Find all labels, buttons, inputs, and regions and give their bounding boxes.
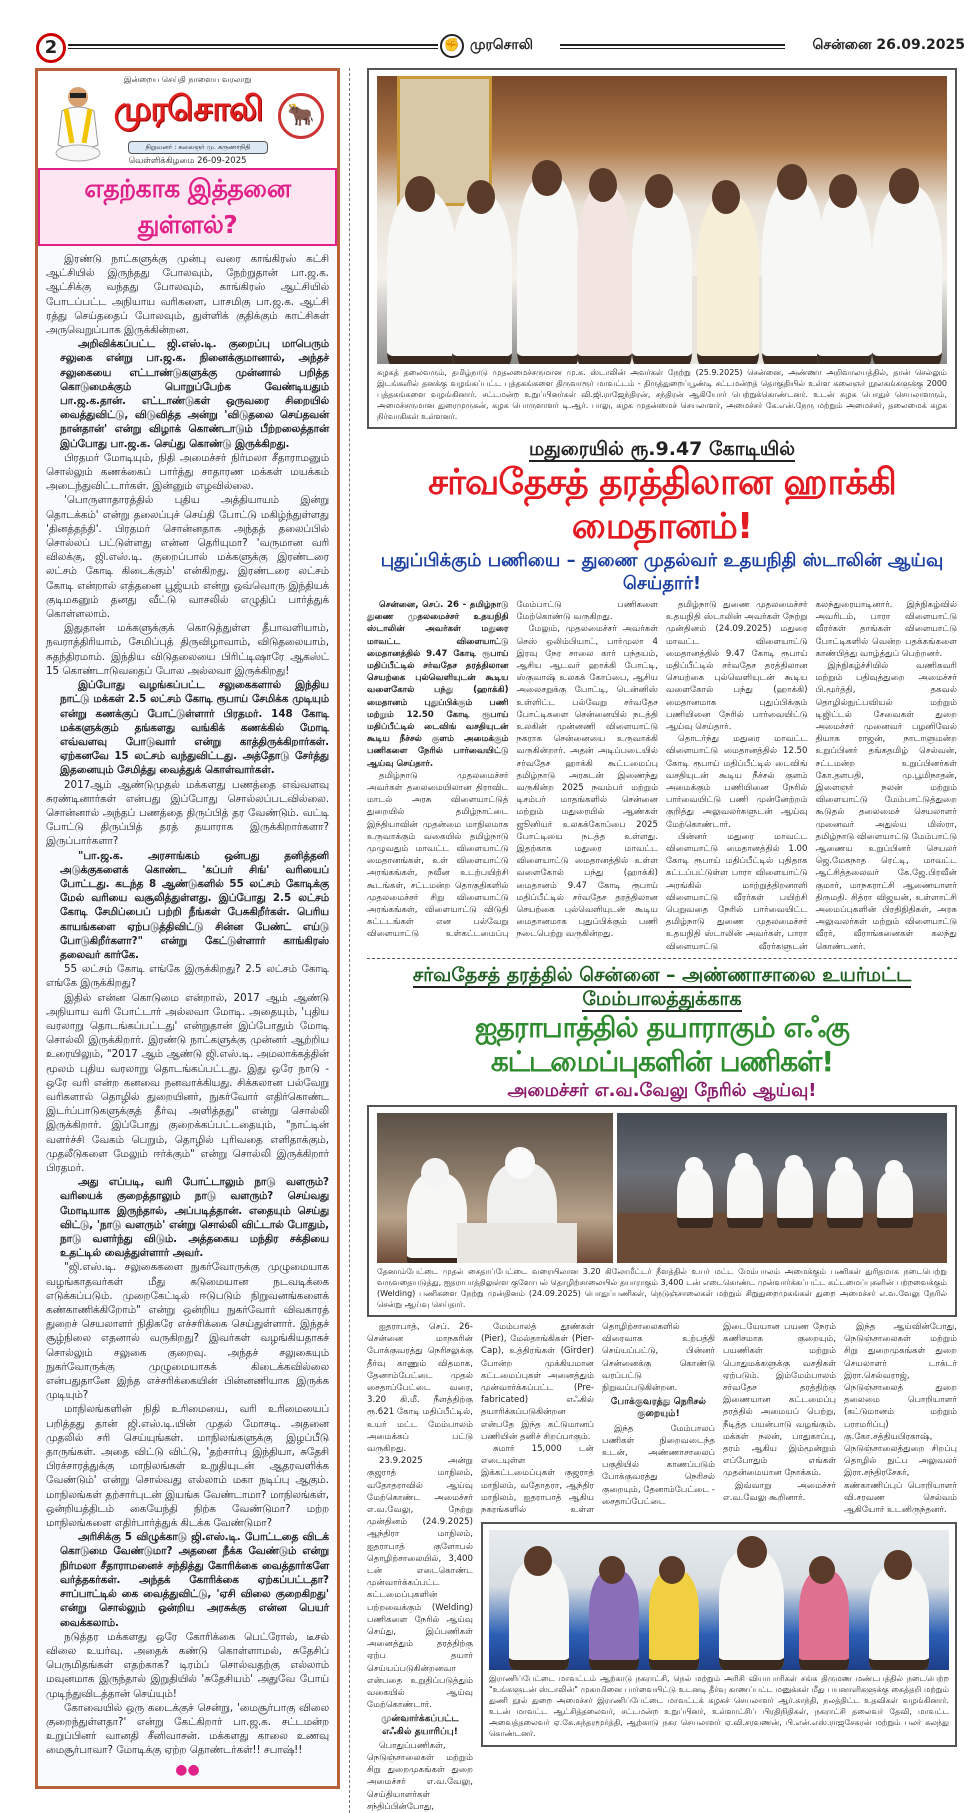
founder-label: நிறுவனர் : கலைஞர் மு. கருணாநிதி — [128, 141, 268, 154]
paragraph: இதுதான் மக்களுக்குக் கொடுத்துள்ள தீபாவளியாம், நவராத்திரியாம், சேமிப்புத் திருவிழாவாம், விடுதலையாம், சுதந்திரமாம். இந்திய விடுதலையை பிரிட்டிஷாரே ஆகஸ்ட் 15 கொண்டாடுவதைப் போல அல்லவா இருக்கிறது! — [46, 622, 329, 677]
paragraph: "பா.ஜ.க. அரசாங்கம் ஒன்பது தனித்தனி அடுக்குகளைக் கொண்ட 'கப்பர் சிங்' வரியைப் போட்டது. கடந்த 8 ஆண்டுகளில் 55 லட்சம் கோடிக்கு மேல் வரியை வசூலித்துள்ளது. இப்போது 2.5 லட்சம் கோடி சேமிப்பைப் பற்றி நீங்கள் பேசுகிறீர்கள். பெரிய காயங்களை ஏற்படுத்திவிட்டு சின்ன பேண்ட் எய்டு போடுகிறீர்களா?" என்று கேட்டுள்ளார் காங்கிரஸ் தலைவர் கார்கே. — [60, 849, 329, 961]
story2-photo-caption: தேனாம்பேட்டை முதல் சைதாப்பேட்டை வரையிலான 3.20 கிலோமீட்டர் நீளத்தில் உயர் மட்ட மேம்பாலம் அமைக்கும் பணிகள் துரிதமாக நடைபெற்று வருவதையடுத்து, ஐதராபாத்திலுள்ள குளோபல் தொழிற்சாலையில் தயாராகும் 3,400 டன் எடைகொண்ட முன்வார்க்கப்பட்ட கட்டமைப்புகளின் பற்றவைக்கும் (Welding) பணிகளை நேற்று முன்தினம் (24.09.2025) பொதுப்பணிகள், நெடுஞ்சாலைகள் மற்றும் சிறுதுறைமுகங்கள் துறை அமைச்சர் எ.வ.வேலு நேரில் சென்று ஆய்வு செய்தார். — [377, 1266, 947, 1309]
paragraph: 55 லட்சம் கோடி எங்கே இருக்கிறது? 2.5 லட்சம் கோடி எங்கே இருக்கிறது? — [46, 963, 329, 990]
story1-kicker-text: மதுரையில் ரூ.9.47 கோடியில் — [529, 438, 795, 460]
story2-body — [367, 1321, 957, 1813]
paragraph: அறிவிக்கப்பட்ட ஜி.எஸ்.டி. குறைப்பு மாபெரும் சலுகை என்று பா.ஜ.க. நினைக்குமானால், அந்தச் சலுகையை எட்டாண்டுகளுக்கு முன்னால் பறித்த கொடுமைக்கும் பொறுப்பேற்க வேண்டியதும் பா.ஜ.க.தான். எட்டாண்டுகள் ஒருவரை சிறையில் வைத்துவிட்டு, விடுவித்த அன்று 'விடுதலை செய்தவன் நான்தான்' என்று விழாக் கொண்டாடும் பீற்றலைத்தான் இப்போது பா.ஜ.க. செய்து கொண்டு இருக்கிறது. — [60, 338, 329, 450]
paragraph: சுமார் 15,000 டன் எடையுள்ள இக்கட்டமைப்புகள் குஜராத் மாநிலம், வதோதரா, ஆந்திர மாநிலம், ஐதராபாத் ஆகிய நகரங்களில் உள்ள தொழிற்சாலைகளில் விரைவாக உற்பத்தி செய்யப்பட்டு, பின்னர் சென்னைக்கு கொண்டு வரப்பட்டு நிறுவப்படுகின்றன. — [481, 1321, 715, 1515]
story2-photo-right — [617, 1113, 947, 1263]
subheading: போக்குவரத்து நெரிசல் குறையும்! — [610, 1396, 707, 1420]
paragraph: தமிழ்நாடு துணை முதலமைச்சர் உதயநிதி ஸ்டாலின் அவர்கள் நேற்று முன்தினம் (24.09.2025) மதுரை மாவட்ட விளையாட்டு மைதானத்தில் 9.47 கோடி ரூபாய் மதிப்பீட்டில் சர்வதேச தரத்திலான செயற்கை புல்வெளியுடன் கூடிய வளைகோல் பந்து (ஹாக்கி) மைதானமாக புதுப்பிக்கும் பணியினை நேரில் பார்வையிட்டு ஆய்வு செய்தார். — [666, 600, 808, 733]
paragraph: கோவையில் ஒரு கடைக்குச் சென்று, 'மைசூர்பாகு விலை குறைந்துள்ளதா?' என்று கேட்கிறார் பா.ஜ.க. சட்டமன்ற உறுப்பினர் வானதி சீனிவாசன். மக்களது காலை உணவு மைசூர்பாவா? மோடிக்கு ஏற்ற தொண்டர்கள்!! சபாஷ்!! — [46, 1701, 329, 1757]
story2-headline: ஐதராபாத்தில் தயாராகும் எஃகு கட்டமைப்புகளின் பணிகள்! — [475, 1010, 849, 1078]
story2-columns — [481, 1321, 957, 1516]
story2-photo-box — [367, 1105, 957, 1317]
story1-photo-caption: கழகத் தலைவரும், தமிழ்நாடு முதலமைச்சருமான மு.க. ஸ்டாலின் அவர்கள் நேற்று (25.9.2025) சென்னை, அண்ணா அறிவாலயத்தில், தான் செல்லும் இடங்களில் தனக்கு வழங்கப்பட்ட புத்தகங்களை திருவாரூர் மாவட்டம் - திருத்துறைப்பூண்டி சட்டமன்றத் தொகுதியில் உள்ள கலைஞர் நூலகங்களுக்கு 2000 புத்தகங்களை வழங்கினார். சட்டமன்ற உறுப்பினர்கள் வி.ஜி.ராஜேந்திரன், சந்திரன் ஆகியோர் பெற்றுக்கொண்டனர். உடன் கழக பொதுச் செயலாளரும், அமைச்சருமான துரைமுருகன், கழக பொருளாளர் டி.ஆர். பாலு, கழக முதன்மைச் செயலாளர், அமைச்சர் கே.என்.நேரு மற்றும் அமைச்சர், தலைமைக் கழக நிர்வாகிகள் உள்ளனர். — [377, 368, 948, 421]
paragraph: இப்போது வழங்கப்பட்ட சலுகைகளால் இந்திய நாட்டு மக்கள் 2.5 லட்சம் கோடி ரூபாய் சேமிக்க முடியும் என்று கணக்குப் போட்டுள்ளார் பிரதமர். 148 கோடி மக்களுக்கும் தங்களது வங்கிக் கணக்கில் மோடி எவ்வளவு போடுவார் என்று காத்திருக்கிறார்கள். ஏற்கனவே 15 லட்சம் வந்துவிட்டது. அத்தோடு சேர்த்து இதனையும் சேமித்து வைத்துக் கொள்வார்கள். — [60, 679, 329, 777]
story1-photo-box — [367, 68, 957, 429]
paragraph: இவ்வாறு அமைச்சர் எ.வ.வேலு கூறினார். — [723, 1480, 836, 1503]
paragraph: மேலும், முதலமைச்சர் அவர்கள் செஸ் ஒலிம்பியாட், பார்முலா 4 இரவு நேர சாலை கார் பந்தயம், ஆசிய ஆடவர் ஹாக்கி போட்டி, ஸ்குவாஷ் உலகக் கோப்பை, ஆசிய அலைசறுக்கு போட்டி, டென்னிஸ் உள்ளிட்ட பல்வேறு சர்வதேச போட்டிகளை சென்னையில் நடத்தி உலகின் முன்னணி விளையாட்டு நகராக சென்னையை உருவாக்கி வருகின்றார். அதன் அடிப்படையில் சர்வதேச ஹாக்கி கூட்டமைப்பு தமிழ்நாடு அரசுடன் இணைந்து வருகின்ற 2025 நவம்பர் மற்றும் டிசம்பர் மாதங்களில் சென்னை மற்றும் மதுரையில் ஆண்கள் ஜூனியர் உலகக்கோப்பை 2025 போட்டியை நடத்த உள்ளது. இதற்காக மதுரை மாவட்ட விளையாட்டு மைதானத்தில் உள்ள வளைகோல் பந்து (ஹாக்கி) மைதானம் 9.47 கோடி ரூபாய் மதிப்பீட்டில் சர்வதேச தரத்திலான செயற்கை புல்வெளியுடன் கூடிய மைதானமாக புதுப்பிக்கும் பணி நடைபெற்று வருகின்றது. — [516, 624, 658, 940]
editorial-headline: எதற்காக இத்தனை துள்ளல்? — [38, 168, 337, 246]
paragraph: மாநிலங்களின் நிதி உரிமையை, வரி உரிமையைப் பறித்தது தான் ஜி.எஸ்.டி.யின் முதல் மோசடி. அதனை முதலில் சரி செய்யுங்கள். மாநிலங்களுக்கு இழப்பீடு தாருங்கள். அதை விட்டு விட்டு, 'தற்சார்பு இந்தியா, சுதேசி பிரச்சாரத்துக்கு மாநிலங்கள் உறுதியுடன் ஆதரவளிக்க வேண்டும்' என்று சொல்வது எல்லாம் மகா நடிப்பு ஆகும். மாநிலங்கள் தற்சார்புடன் இயங்க வேண்டாமா? மாநிலங்கள், ஒன்றியத்திடம் கையேந்தி நிற்க வேண்டுமா? மற்ற மாநிலங்களை எதிர்பார்த்துக் கிடக்க வேண்டுமா? — [46, 1403, 329, 1530]
story2-subhead: அமைச்சர் எ.வ.வேலு நேரில் ஆய்வு! — [507, 1079, 817, 1101]
story1-kicker — [367, 437, 957, 461]
party-emblem-icon: 🐂 — [278, 93, 324, 139]
city-date: சென்னை 26.09.2025 — [812, 37, 965, 53]
column-divider — [349, 68, 350, 1813]
story1-photo — [377, 76, 947, 364]
paragraph: இந்நிகழ்ச்சியில் வணிகவரி மற்றும் பதிவுத்துறை அமைச்சர் பி.மூர்த்தி, தகவல் தொழில்நுட்பவியல் மற்றும் டிஜிட்டல் சேவைகள் துறை அமைச்சர் முனைவர் பழனிவேல் தியாக ராஜன், நாடாளுமன்ற உறுப்பினர் தங்கதமிழ் செல்வன், சட்டமன்ற உறுப்பினர்கள் கோ.தளபதி, மு.பூமிநாதன், இளைஞர் நலன் மற்றும் விளையாட்டு மேம்பாட்டுத்துறை கூடுதல் தலைமைச் செயலாளர் முனைவர் அதுல்ய மிஸ்ரா, தமிழ்நாடு விளையாட்டு மேம்பாட்டு ஆணைய உறுப்பினர் செயலர் ஜெ.மேகநாத ரெட்டி, மாவட்ட ஆட்சித்தலைவர் கே.ஜே.பிரவீன் குமார், மாநகராட்சி ஆணையாளர் திருமதி. சித்ரா விஜயன், உள்ளாட்சி அமைப்புகளின் பிரதிநிதிகள், அரசு அலுவலர்கள் மற்றும் விளையாட்டு வீரர், வீராங்கனைகள் கலந்து கொண்டனர். — [815, 661, 957, 952]
paragraph: அரிசிக்கு 5 விழுக்காடு ஜி.எஸ்.டி. போட்டதை விடக் கொடுமை வேண்டுமா? அதனை நீக்க வேண்டும் என்று நிர்மலா சீதாராமனைச் சந்தித்து கோரிக்கை வைத்தார்களே வர்த்தகர்கள். அந்தக் கோரிக்கை ஏற்கப்பட்டதா? சாப்பாட்டில் கை வைத்துவிட்டு, 'ஏசி விலை குறைகிறது' என்று சொல்லும் ஒன்றிய அரசுக்கு என்ன பெயர் வைக்கலாம். — [60, 1531, 329, 1629]
paragraph: நடுத்தர மக்களது ஒரே கோரிக்கை பெட்ரோல், டீசல் விலை உயர்வு. அதைக் கண்டு கொள்ளாமல், சுதேசிப் பெருமிதங்கள் எதற்காக? டிரம்ப் சொல்வதற்கு எல்லாம் மவுனமாக இருந்தால் இறுதியில் 'சுதேசியம்' அதுவே போய் முடிந்துவிடத்தான் செய்யும்! — [46, 1630, 329, 1700]
paragraph: பின்னர் மதுரை மாவட்ட விளையாட்டு மைதானத்தில் 1.00 கோடி ரூபாய் மதிப்பீட்டில் புதிதாக கட்டப்பட்டுள்ள பாரா விளையாட்டு அரங்கில் மாற்றுத்திறனாளி விளையாட்டு வீரர்கள் பயிற்சி பெறுவதை நேரில் பார்வையிட்ட தமிழ்நாடு துணை முதலமைச்சர் உதயநிதி ஸ்டாலின் அவர்கள், பாரா விளையாட்டு வீரர்களுடன் கலந்துரையாடினார். இந்நிகழ்வில் அவரிடம், பாரா விளையாட்டு வீரர்கள் தாங்கள் விளையாட்டு போட்டிகளில் வென்ற பதக்கங்களை காண்பித்து வாழ்த்துப் பெற்றனர். — [666, 600, 957, 952]
story3-photo-caption: இராணிப்பேட்டை மாவட்டம் ஆற்காடு நகராட்சி, நெல் மற்றும் அரிசி வியாபாரிகள் சங்க திருமண மண்டபத்தில் நடைபெற்ற "உங்களுடன் ஸ்டாலின்" முகாமினை பார்வையிட்டு உடனடி தீர்வு காணப்பட்ட மனுக்கள் மீது பயனாளிகளுக்கு கைத்தறி மற்றும் துணி நூல் துறை அமைச்சர் இராணிப்பேட்டை மாவட்டக் கழகச் செயலாளர் ஆர்.காந்தி, நலத்திட்ட உதவிகள் வழங்கினார். உடன் மாவட்ட ஆட்சித்தலைவர், சட்டமன்ற உறுப்பினர், உள்ளாட்சிப் பிரதிநிதிகள், நகராட்சி தலைவர் தேவி, மாவட்ட அவைத்தலைவர் ஏ.கே.சுந்தரமூர்த்தி, ஆற்காடு நகர செயலாளர் ஏ.வி.சரவணன், பி.என்.எஸ்.ராஜசேகரன் மற்றும் பலர் கலந்து கொண்டனர். — [489, 1674, 950, 1739]
paragraph: பிரதமர் மோடியும், நிதி அமைச்சர் நிர்மலா சீதாராமனும் சொல்லும் கணக்கைப் பார்த்து சாதாரண மக்கள் மயக்கம் அடைந்துவிட்டார்கள். இன்னும் எழவில்லை. — [46, 451, 329, 493]
drawings-sheet — [457, 1223, 577, 1263]
story1-subhead: புதுப்பிக்கும் பணியை – துணை முதல்வர் உதயநிதி ஸ்டாலின் ஆய்வு செய்தார்! — [380, 550, 944, 594]
paragraph: அது எப்படி, வரி போட்டாலும் நாடு வளரும்? வரியைக் குறைத்தாலும் நாடு வளரும்? செய்வது மோடியாக இருந்தால், அப்படித்தான். எதையும் செய்து விட்டு, 'நாடு வளரும்' என்று சொல்லி விட்டால் போதும், நாடு வளர்ந்து விடும். அத்தகைய மந்திர சக்தியை உதட்டில் வைத்துள்ளார் அவர். — [60, 1176, 329, 1260]
end-dots-icon: ●● — [175, 1761, 200, 1778]
paragraph: ஐதராபாத், செப். 26- சென்னை மாநகரின் போக்குவரத்து நெரிசலுக்கு தீர்வு காணும் விதமாக, தேனாம்பேட்டை முதல் சைதாப்பேட்டை வரை, 3.20 கி.மீ. நீளத்திற்கு ரூ.621 கோடி மதிப்பீட்டில், உயர் மட்ட மேம்பாலம் அமைக்கப் பட்டு வருகிறது. — [367, 1321, 473, 1454]
story3-photo — [489, 1530, 949, 1670]
masthead-brand: முரசொலி — [113, 89, 263, 129]
editorial-body — [46, 252, 329, 1758]
story1-body — [367, 599, 957, 953]
story2-column-first — [367, 1321, 473, 1813]
paragraph: "ஜி.எஸ்.டி. சலுகைகளை நுகர்வோருக்கு முழுமையாக வழங்காதவர்கள் மீது கடுமையான நடவடிக்கை எடுக்கப்படும். முறைகேட்டில் ஈடுபடும் நிறுவனங்களைக் கண்காணிக்கிறோம்" என்று ஒன்றிய நுகர்வோர் விவகாரத் துறைச் செயலாளர் நிதிகரே எச்சரிக்கை செய்துள்ளார். இந்தச் சூழ்நிலை எதனால் வருகிறது? இவர்கள் வழங்கியதாகச் சொல்லும் சலுகை குறைவு. அந்தச் சலுகையும் நுகர்வோருக்கு முழுமையாகக் கிடைக்கவில்லை என்பதுதானே இந்த எச்சரிக்கையின் பின்னணியாக இருக்க முடியும்? — [46, 1261, 329, 1402]
story-divider — [367, 958, 957, 959]
story2-kicker-text: சர்வதேசத் தரத்தில் சென்னை – அண்ணாசாலை உயர்மட்ட மேம்பாலத்துக்காக — [412, 963, 912, 1010]
story2-kicker — [367, 963, 957, 1011]
masthead — [38, 71, 337, 168]
paragraph: தொடர்ந்து மதுரை மாவட்ட விளையாட்டு மைதானத்தில் 12.50 கோடி ரூபாய் மதிப்பீட்டில் டைவிங் வசதியுடன் கூடிய நீச்சல் குளம் அமைக்கும் பணியினை நேரில் பார்வையிட்டு பணி முன்னேற்றம் குறித்து அலுவலர்களுடன் ஆய்வு மேற்கொண்டார். — [666, 734, 808, 830]
paragraph: இந்த ஆய்வின்போது, நெடுஞ்சாலைகள் மற்றும் சிறு துறைமுகங்கள் துறை செயலாளர் டாக்டர் இரா.செல்வராஜ், நெடுஞ்சாலைத் துறை தலைமை பொறியாளர் (கட்டுமானம் மற்றும் பராமரிப்பு) கு.கோ.சத்தியபிரகாஷ், நெடுஞ்சாலைத்துறை சிறப்பு தொழில் நுட்ப அலுவலர் இரா.சந்திரசேகர், கண்காணிப்புப் பொறியாளர் வி.சரவண செல்வம் ஆகியோர் உடனிருந்தனர். — [844, 1321, 957, 1515]
paragraph: மேம்பாலத் தூண்கள் (Pier), மேல்தாங்கிகள் (Pier-Cap), உத்திரங்கள் (Girder) போன்ற முக்கியமான கட்டமைப்புகள் அனைத்தும் முன்வார்க்கப்பட்ட (Pre-fabricated) எஃகில் தயாரிக்கப்படுகின்றன என்பதே இந்த கட்டுமானப் பணியின் தனிச் சிறப்பாகும். — [481, 1321, 594, 1442]
story1-headline: சர்வதேசத் தரத்திலான ஹாக்கி மைதானம்! — [428, 462, 896, 547]
right-section — [367, 68, 957, 1813]
paragraph: 23.9.2025 அன்று குஜராத் மாநிலம், வதோதராவில் ஆய்வு மேற்கொண்ட அமைச்சர் எ.வ.வேலு, நேற்று முன்தினம் (24.9.2025) ஆந்திரா மாநிலம், ஐதராபாத் குளோபல் தொழிற்சாலையில், 3,400 டன் எடைகொண்ட முன்வார்க்கப்பட்ட கட்டமைப்புகளின் பற்றவைக்கும் (Welding) பணிகளை நேரில் ஆய்வு செய்து, இப்பணிகள் அனைத்தும் தரத்திற்கு ஏற்ப தயார் செய்யப்படுகின்றனவா என்பதை உறுதிப்படுத்தும் வகையில் ஆய்வு மேற்கொண்டார். — [367, 1456, 473, 1711]
masthead-tagline: இன்றைய செய்தி நாளைய வரலாறு — [123, 75, 252, 84]
editorial-column — [35, 68, 340, 1789]
paragraph: 'பொருளாதாரத்தில் புதிய அத்தியாயம் இன்று தொடக்கம்' என்று தலைப்புச் செய்தி போட்டு மகிழ்ந்துள்ளது 'தினத்தந்தி'. பிரதமர் சொன்னதாக அந்தத் தலைப்பில் சொல்லப் பட்டுள்ளது என்ன தெரியுமா? 'வருமான வரி விலக்கு, ஜி.எஸ்.டி. குறைப்பால் மக்களுக்கு இரண்டரை லட்சம் கோடி கிடைக்கும்' என்கிறது. இரண்டரை லட்சம் கோடி என்றால் எத்தனை பூஜ்யம் என்று ஒவ்வொரு இந்தியக் குடிமகனும் தனது வீட்டு வாசலில் எழுதிப் பார்த்துக் கொள்ளலாம். — [46, 494, 329, 621]
masthead-date: வெள்ளிக்கிழமை 26-09-2025 — [128, 156, 247, 166]
paragraph: சென்னை, செப். 26 - தமிழ்நாடு துணை முதலமைச்சர் உதயநிதி ஸ்டாலின் அவர்கள் மதுரை மாவட்ட விளையாட்டு மைதானத்தில் 9.47 கோடி ரூபாய் மதிப்பீட்டில் சர்வதேச தரத்திலான செயற்கை புல்வெளியுடன் கூடிய வளைகோல் பந்து (ஹாக்கி) மைதானம் புதுப்பிக்கும் பணி மற்றும் 12.50 கோடி ரூபாய் மதிப்பீட்டில் டைவிங் வசதியுடன் கூடிய நீச்சல் குளம் அமைக்கும் பணிகளை நேரில் பார்வையிட்டு ஆய்வு செய்தார். — [367, 600, 509, 769]
paragraph: இரண்டு நாட்களுக்கு முன்பு வரை காங்கிரஸ் கட்சி ஆட்சியில் இருந்தது போலவும், நேற்றுதான் பா.ஜ.க. ஆட்சிக்கு வந்தது போலவும், காங்கிரஸ் ஆட்சியில் போடப்பட்ட அநியாய வரிகளை, பாசமிகு பா.ஜ.க. ஆட்சி ரத்து செய்ததைப் போலவும், துள்ளிக் குதிக்கும் காட்சிகள் அருவெறுப்பாக இருக்கின்றன. — [46, 253, 329, 337]
subheading: முன்வார்க்கப்பட்ட எஃகில் தயாரிப்பு! — [381, 1713, 459, 1737]
paragraph: இந்த மேம்பாலப் பணிகள் நிறைவடைந்த உடன், அண்ணாசாலைப் பகுதியில் காணப்படும் போக்குவரத்து நெரிசல் குறையும், தேனாம்பேட்டை - சைதாப்பேட்டை இடையேயான பயண நேரம் கணிசமாக குறையும், பயணிகள் மற்றும் பொதுமக்களுக்கு வசதிகள் ஏற்படும். இம்மேம்பாலம் சர்வதேச தரத்திற்கு இணையான கட்டமைப்பு தரத்தில் அமையப் பெற்று, நீடித்த பயன்பாடு வழங்கும். மக்கள் நலன், பாதுகாப்பு, தரம் ஆகிய இம்மூன்றும் எப்போதும் எங்கள் முதன்மையான நோக்கம். — [602, 1321, 836, 1507]
paragraph: 2017ஆம் ஆண்டுமுதல் மக்களது பணத்தை எவ்வளவு சுரண்டினார்கள் என்பது இப்போது சொல்லப்படவில்லை. சொன்னால் அந்தப் பணத்தை திருப்பித் தர வேண்டும். வட்டி போட்டு திருப்பித் தரத் தயாராக இருக்கிறார்களா? இருப்பார்களா? — [46, 778, 329, 848]
page-number: 2 — [36, 33, 66, 63]
paper-name: முரசொலி — [470, 37, 533, 53]
story2-photo-left — [377, 1113, 613, 1263]
paragraph: தமிழ்நாடு முதலமைச்சர் அவர்கள் தலைமையிலான திராவிட மாடல் அரசு விளையாட்டுத் துறையில் தமிழ்நாட்டை இந்தியாவின் முதன்மை மாநிலமாக உருவாக்கும் வகையில் தமிழ்நாடு முழுவதும் மாவட்ட விளையாட்டு மைதானங்கள், உள் விளையாட்டு அரங்கங்கள், நவீன உடற்பயிற்சி கூடங்கள், சட்டமன்ற தொகுதிகளில் முதலமைச்சர் சிறு விளையாட்டு அரங்கங்கள், விளையாட்டு விடுதி கட்டடங்கள் என பல்வேறு விளையாட்டு உள்கட்டமைப்பு மேம்பாட்டு பணிகளை மேற்கொண்டு வருகிறது. — [367, 600, 658, 940]
paragraph: பொதுப்பணிகள், நெடுஞ்சாலைகள் மற்றும் சிறு துறைமுகங்கள் துறை அமைச்சர் எ.வ.வேலு, செய்தியாளர்கள் சந்திப்பின்போது, — [367, 1740, 473, 1812]
story3-photo-box — [481, 1522, 957, 1747]
murasoli-emblem-icon: ✊ — [440, 34, 464, 58]
paragraph: இதில் என்ன கொடுமை என்றால், 2017 ஆம் ஆண்டு அநியாய வரி போட்டார் அல்லவா மோடி. அதையும், 'புதிய வரலாறு தொடங்கப்பட்டது' என்றுதான் இப்போதும் மோடி சொல்லி இருக்கிறார். இரண்டு நாட்களுக்கு முன்னர் ஆற்றிய உரையிலும், "2017 ஆம் ஆண்டு ஜி.எஸ்.டி. அமலாக்கத்தின் மூலம் புதிய வரலாறு தொடங்கப்பட்டது. இது ஒரே நாடு - ஒரே வரி என்ற கனவை நனவாக்கியது. சிக்கலான பல்வேறு வரிகளால் தொழில் துறையினர், நுகர்வோர் எதிர்கொண்ட இடர்ப்பாடுகளுக்குத் தீர்வு அளித்தது" என்று சொல்லி இருக்கிறார். இப்போது குறைக்கப்பட்டதையும், "நாட்டின் வளர்ச்சி வேகம் பெறும், தொழில் புரிவதை எளிதாக்கும், முதலீடுகளை மேலும் ஈர்க்கும்" என்று சொல்லி இருக்கிறார் பிரதமர். — [46, 991, 329, 1174]
kalaignar-illustration-icon — [52, 83, 104, 163]
